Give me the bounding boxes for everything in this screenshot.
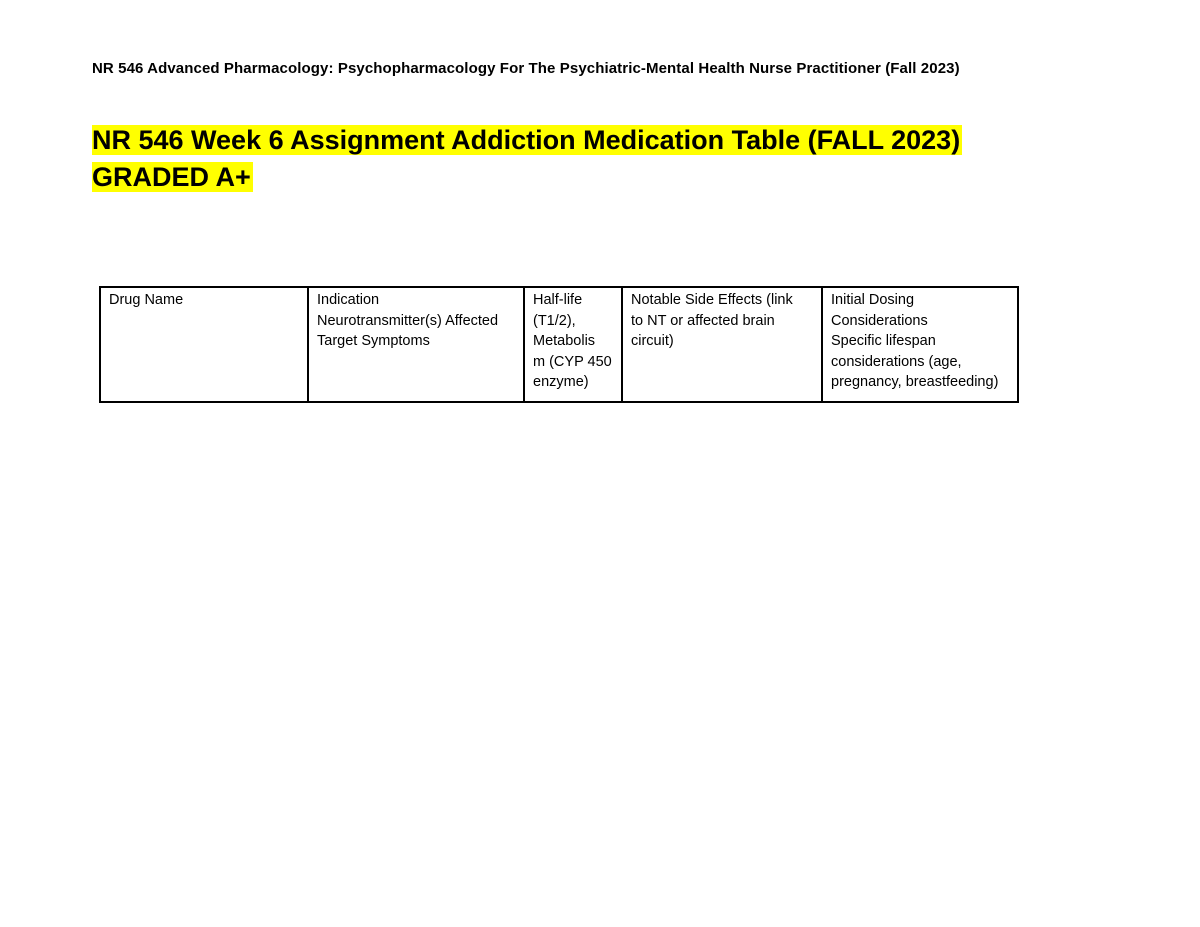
- course-header: NR 546 Advanced Pharmacology: Psychopharmacology For The Psychiatric-Mental Health Nurse Practitioner (Fall 2023): [92, 60, 960, 77]
- cell-line: considerations (age,: [831, 353, 962, 370]
- table-header-row: [100, 287, 1018, 402]
- cell-line: to NT or affected brain: [631, 312, 775, 329]
- medication-table-container: [99, 286, 1019, 403]
- cell-line: circuit): [631, 333, 674, 349]
- cell-line: Notable Side Effects (link: [631, 292, 793, 308]
- cell-line: Neurotransmitter(s) Affected: [317, 312, 499, 329]
- header-cell-drug-name: [100, 287, 308, 402]
- cell-line: (T1/2),: [533, 312, 576, 329]
- cell-line: m (CYP 450: [533, 353, 612, 370]
- medication-table: [99, 286, 1019, 403]
- title-line-1: NR 546 Week 6 Assignment Addiction Medication Table (FALL 2023): [92, 125, 961, 155]
- cell-line: Considerations: [831, 312, 928, 329]
- header-cell-dosing: [822, 287, 1018, 402]
- header-cell-indication: [308, 287, 524, 402]
- header-cell-half-life: [524, 287, 622, 402]
- cell-line: Metabolis: [533, 333, 596, 349]
- cell-line: Drug Name: [109, 292, 184, 308]
- cell-line: Half-life: [533, 292, 583, 308]
- header-cell-side-effects: [622, 287, 822, 402]
- cell-line: Indication: [317, 292, 380, 308]
- cell-line: pregnancy, breastfeeding): [831, 374, 999, 390]
- cell-line: Target Symptoms: [317, 333, 430, 349]
- title-line-2: GRADED A+: [92, 162, 251, 192]
- cell-line: Initial Dosing: [831, 292, 915, 308]
- cell-line: Specific lifespan: [831, 333, 936, 349]
- cell-line: enzyme): [533, 374, 589, 390]
- document-title: [92, 122, 962, 196]
